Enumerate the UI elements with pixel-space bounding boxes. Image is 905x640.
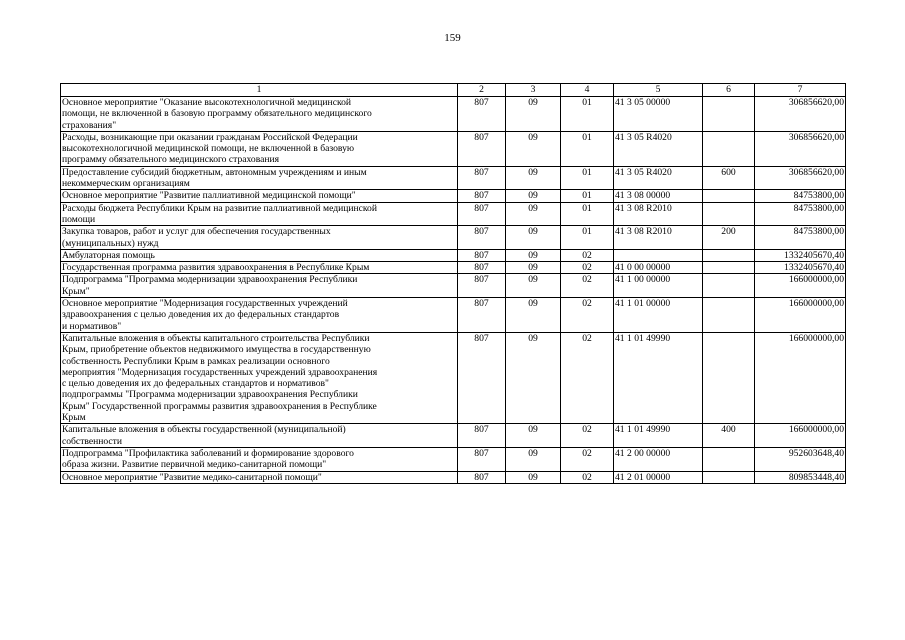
header-cell: 6 [703,84,755,97]
table-row [61,471,846,483]
row-amount-cell: 84753800,00 [755,202,846,226]
row-name-cell: Основное мероприятие "Развитие медико-санитарной помощи" [61,471,458,483]
row-pr-cell: 02 [561,332,614,423]
row-vr-cell [703,447,755,471]
row-pr-cell: 02 [561,274,614,298]
row-vr-cell [703,274,755,298]
header-cell: 4 [561,84,614,97]
row-vr-cell [703,332,755,423]
row-csr-cell: 41 1 00 00000 [614,274,703,298]
row-amount-cell: 1332405670,40 [755,249,846,261]
row-csr-cell: 41 1 01 49990 [614,332,703,423]
row-rz-cell: 09 [506,131,561,166]
table-row [61,190,846,202]
row-csr-cell: 41 3 08 R2010 [614,226,703,250]
row-pr-cell: 01 [561,97,614,132]
row-name-cell: Основное мероприятие "Оказание высокотехнологичной медицинской помощи, не включенной в базовую программу обязательного медицинского страхования" [61,97,458,132]
row-name-cell: Предоставление субсидий бюджетным, автономным учреждениям и иным некоммерческим организациям [61,166,458,190]
header-cell: 7 [755,84,846,97]
row-rz-cell: 09 [506,262,561,274]
header-cell: 1 [61,84,458,97]
table-row [61,262,846,274]
row-gr-cell: 807 [458,447,506,471]
row-gr-cell: 807 [458,202,506,226]
row-vr-cell [703,202,755,226]
row-name-cell: Основное мероприятие "Модернизация государственных учреждений здравоохранения с целью доведения их до федеральных стандартов и нормативов" [61,298,458,333]
row-pr-cell: 01 [561,202,614,226]
row-amount-cell: 306856620,00 [755,131,846,166]
row-gr-cell: 807 [458,298,506,333]
row-name-cell: Закупка товаров, работ и услуг для обеспечения государственных (муниципальных) нужд [61,226,458,250]
row-rz-cell: 09 [506,166,561,190]
row-gr-cell: 807 [458,190,506,202]
table-row [61,166,846,190]
row-csr-cell: 41 3 08 00000 [614,190,703,202]
row-csr-cell: 41 1 01 49990 [614,424,703,448]
table-row [61,424,846,448]
row-vr-cell [703,249,755,261]
table-row [61,332,846,423]
row-gr-cell: 807 [458,166,506,190]
row-name-cell: Подпрограмма "Программа модернизации здравоохранения Республики Крым" [61,274,458,298]
row-csr-cell: 41 3 08 R2010 [614,202,703,226]
row-rz-cell: 09 [506,202,561,226]
header-cell: 2 [458,84,506,97]
table-row [61,274,846,298]
table-row [61,249,846,261]
row-name-cell: Капитальные вложения в объекты государственной (муниципальной) собственности [61,424,458,448]
row-gr-cell: 807 [458,424,506,448]
row-csr-cell: 41 3 05 R4020 [614,166,703,190]
table-row [61,226,846,250]
row-rz-cell: 09 [506,274,561,298]
row-vr-cell [703,190,755,202]
row-amount-cell: 306856620,00 [755,97,846,132]
row-rz-cell: 09 [506,249,561,261]
row-gr-cell: 807 [458,332,506,423]
row-pr-cell: 01 [561,166,614,190]
row-rz-cell: 09 [506,424,561,448]
row-name-cell: Государственная программа развития здравоохранения в Республике Крым [61,262,458,274]
row-name-cell: Расходы, возникающие при оказании гражданам Российской Федерации высокотехнологичной медицинской помощи, не включенной в базовую программу обязательного медицинского страхования [61,131,458,166]
row-vr-cell: 400 [703,424,755,448]
row-name-cell: Амбулаторная помощь [61,249,458,261]
table-row [61,298,846,333]
row-pr-cell: 01 [561,190,614,202]
row-amount-cell: 166000000,00 [755,274,846,298]
row-gr-cell: 807 [458,226,506,250]
row-csr-cell [614,249,703,261]
row-amount-cell: 1332405670,40 [755,262,846,274]
row-csr-cell: 41 0 00 00000 [614,262,703,274]
row-gr-cell: 807 [458,274,506,298]
row-rz-cell: 09 [506,190,561,202]
header-cell: 3 [506,84,561,97]
row-pr-cell: 02 [561,262,614,274]
row-gr-cell: 807 [458,262,506,274]
row-csr-cell: 41 3 05 R4020 [614,131,703,166]
budget-table [60,83,846,484]
table-row [61,131,846,166]
row-pr-cell: 02 [561,249,614,261]
row-rz-cell: 09 [506,332,561,423]
row-rz-cell: 09 [506,226,561,250]
row-pr-cell: 01 [561,131,614,166]
table-row [61,447,846,471]
row-amount-cell: 306856620,00 [755,166,846,190]
row-rz-cell: 09 [506,471,561,483]
header-row [61,84,846,97]
table-row [61,202,846,226]
row-amount-cell: 84753800,00 [755,190,846,202]
row-rz-cell: 09 [506,298,561,333]
row-amount-cell: 84753800,00 [755,226,846,250]
row-amount-cell: 166000000,00 [755,298,846,333]
row-name-cell: Расходы бюджета Республики Крым на развитие паллиативной медицинской помощи [61,202,458,226]
row-rz-cell: 09 [506,447,561,471]
row-pr-cell: 02 [561,447,614,471]
row-vr-cell [703,131,755,166]
row-pr-cell: 02 [561,424,614,448]
row-amount-cell: 809853448,40 [755,471,846,483]
row-csr-cell: 41 3 05 00000 [614,97,703,132]
row-csr-cell: 41 2 01 00000 [614,471,703,483]
row-pr-cell: 01 [561,226,614,250]
row-gr-cell: 807 [458,97,506,132]
row-vr-cell: 600 [703,166,755,190]
row-gr-cell: 807 [458,249,506,261]
row-csr-cell: 41 1 01 00000 [614,298,703,333]
row-name-cell: Основное мероприятие "Развитие паллиативной медицинской помощи" [61,190,458,202]
row-amount-cell: 166000000,00 [755,332,846,423]
table-row [61,97,846,132]
row-rz-cell: 09 [506,97,561,132]
row-vr-cell [703,298,755,333]
row-vr-cell [703,97,755,132]
row-name-cell: Подпрограмма "Профилактика заболеваний и формирование здорового образа жизни. Развитие первичной медико-санитарной помощи" [61,447,458,471]
row-name-cell: Капитальные вложения в объекты капитального строительства Республики Крым, приобретение объектов недвижимого имущества в государственную собственность Республики Крым в рамках реализации основного мероприятия "Модернизация государственных учреждений здравоохранения с целью доведения их до федеральных стандартов и нормативов" подпрограммы "Программа модернизации здравоохранения Республики Крым" Государственной программы развития здравоохранения в Республике Крым [61,332,458,423]
row-vr-cell [703,262,755,274]
row-vr-cell [703,471,755,483]
row-amount-cell: 952603648,40 [755,447,846,471]
row-gr-cell: 807 [458,471,506,483]
row-amount-cell: 166000000,00 [755,424,846,448]
row-pr-cell: 02 [561,471,614,483]
page-number: 159 [444,32,461,44]
row-gr-cell: 807 [458,131,506,166]
row-csr-cell: 41 2 00 00000 [614,447,703,471]
row-vr-cell: 200 [703,226,755,250]
header-cell: 5 [614,84,703,97]
row-pr-cell: 02 [561,298,614,333]
